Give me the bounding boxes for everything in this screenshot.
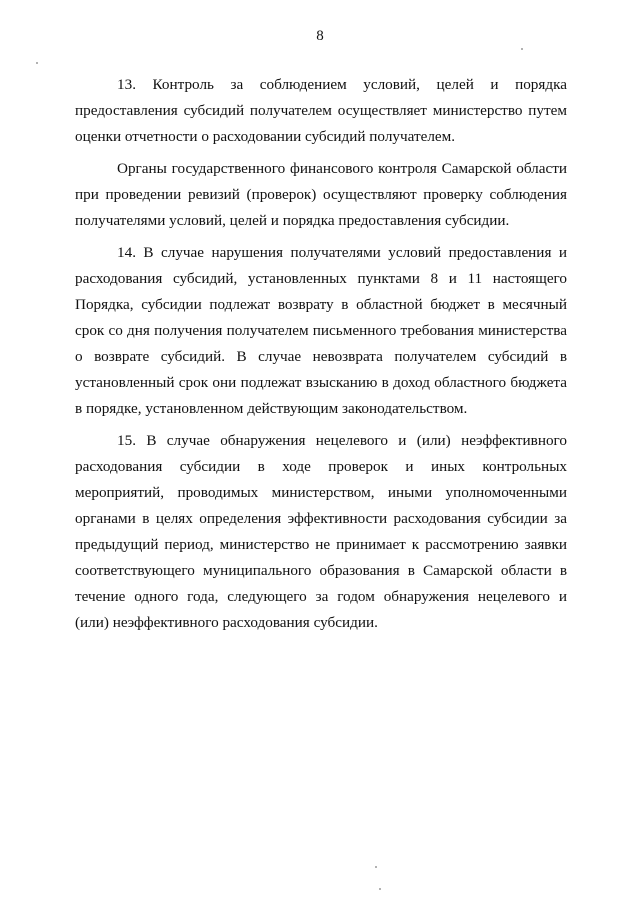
scan-speck — [379, 888, 381, 890]
document-body — [75, 72, 567, 636]
scan-speck — [375, 866, 377, 868]
text-line: расходования субсидий, установленных пунктами 8 и 11 настоящего — [75, 270, 567, 287]
text-line: предыдущий период, министерство не принимает к рассмотрению заявки — [75, 536, 567, 553]
paragraph-14 — [75, 240, 567, 422]
text-line: Органы государственного финансового контроля Самарской области — [117, 160, 567, 177]
text-line: установленный срок они подлежат взысканию в доход областного бюджета — [75, 374, 567, 391]
text-line: о возврате субсидий. В случае невозврата получателем субсидий в — [75, 348, 567, 365]
paragraph-15 — [75, 428, 567, 636]
paragraph-control-bodies — [75, 156, 567, 234]
text-line: получателями условий, целей и порядка предоставления субсидии. — [75, 212, 510, 229]
scan-speck — [36, 62, 38, 64]
text-line: в порядке, установленном действующим законодательством. — [75, 400, 468, 417]
text-line: Порядка, субсидии подлежат возврату в областной бюджет в месячный — [75, 296, 567, 313]
text-line: 13. Контроль за соблюдением условий, целей и порядка — [117, 76, 567, 93]
scan-speck — [521, 48, 523, 50]
text-line: предоставления субсидий получателем осуществляет министерство путем — [75, 102, 567, 119]
page-number: 8 — [316, 28, 324, 44]
text-line: оценки отчетности о расходовании субсидий получателем. — [75, 128, 456, 145]
text-line: 15. В случае обнаружения нецелевого и (или) неэффективного — [117, 432, 567, 449]
text-line: (или) неэффективного расходования субсидии. — [75, 614, 378, 631]
text-line: соответствующего муниципального образования в Самарской области в — [75, 562, 567, 579]
text-line: 14. В случае нарушения получателями условий предоставления и — [117, 244, 567, 261]
text-line: органами в целях определения эффективности расходования субсидии за — [75, 510, 567, 527]
text-line: при проведении ревизий (проверок) осуществляют проверку соблюдения — [75, 186, 567, 203]
paragraph-13 — [75, 72, 567, 150]
text-line: расходования субсидии в ходе проверок и иных контрольных — [75, 458, 567, 475]
text-line: течение одного года, следующего за годом обнаружения нецелевого и — [75, 588, 567, 605]
text-line: мероприятий, проводимых министерством, иными уполномоченными — [75, 484, 567, 501]
text-line: срок со дня получения получателем письменного требования министерства — [75, 322, 567, 339]
